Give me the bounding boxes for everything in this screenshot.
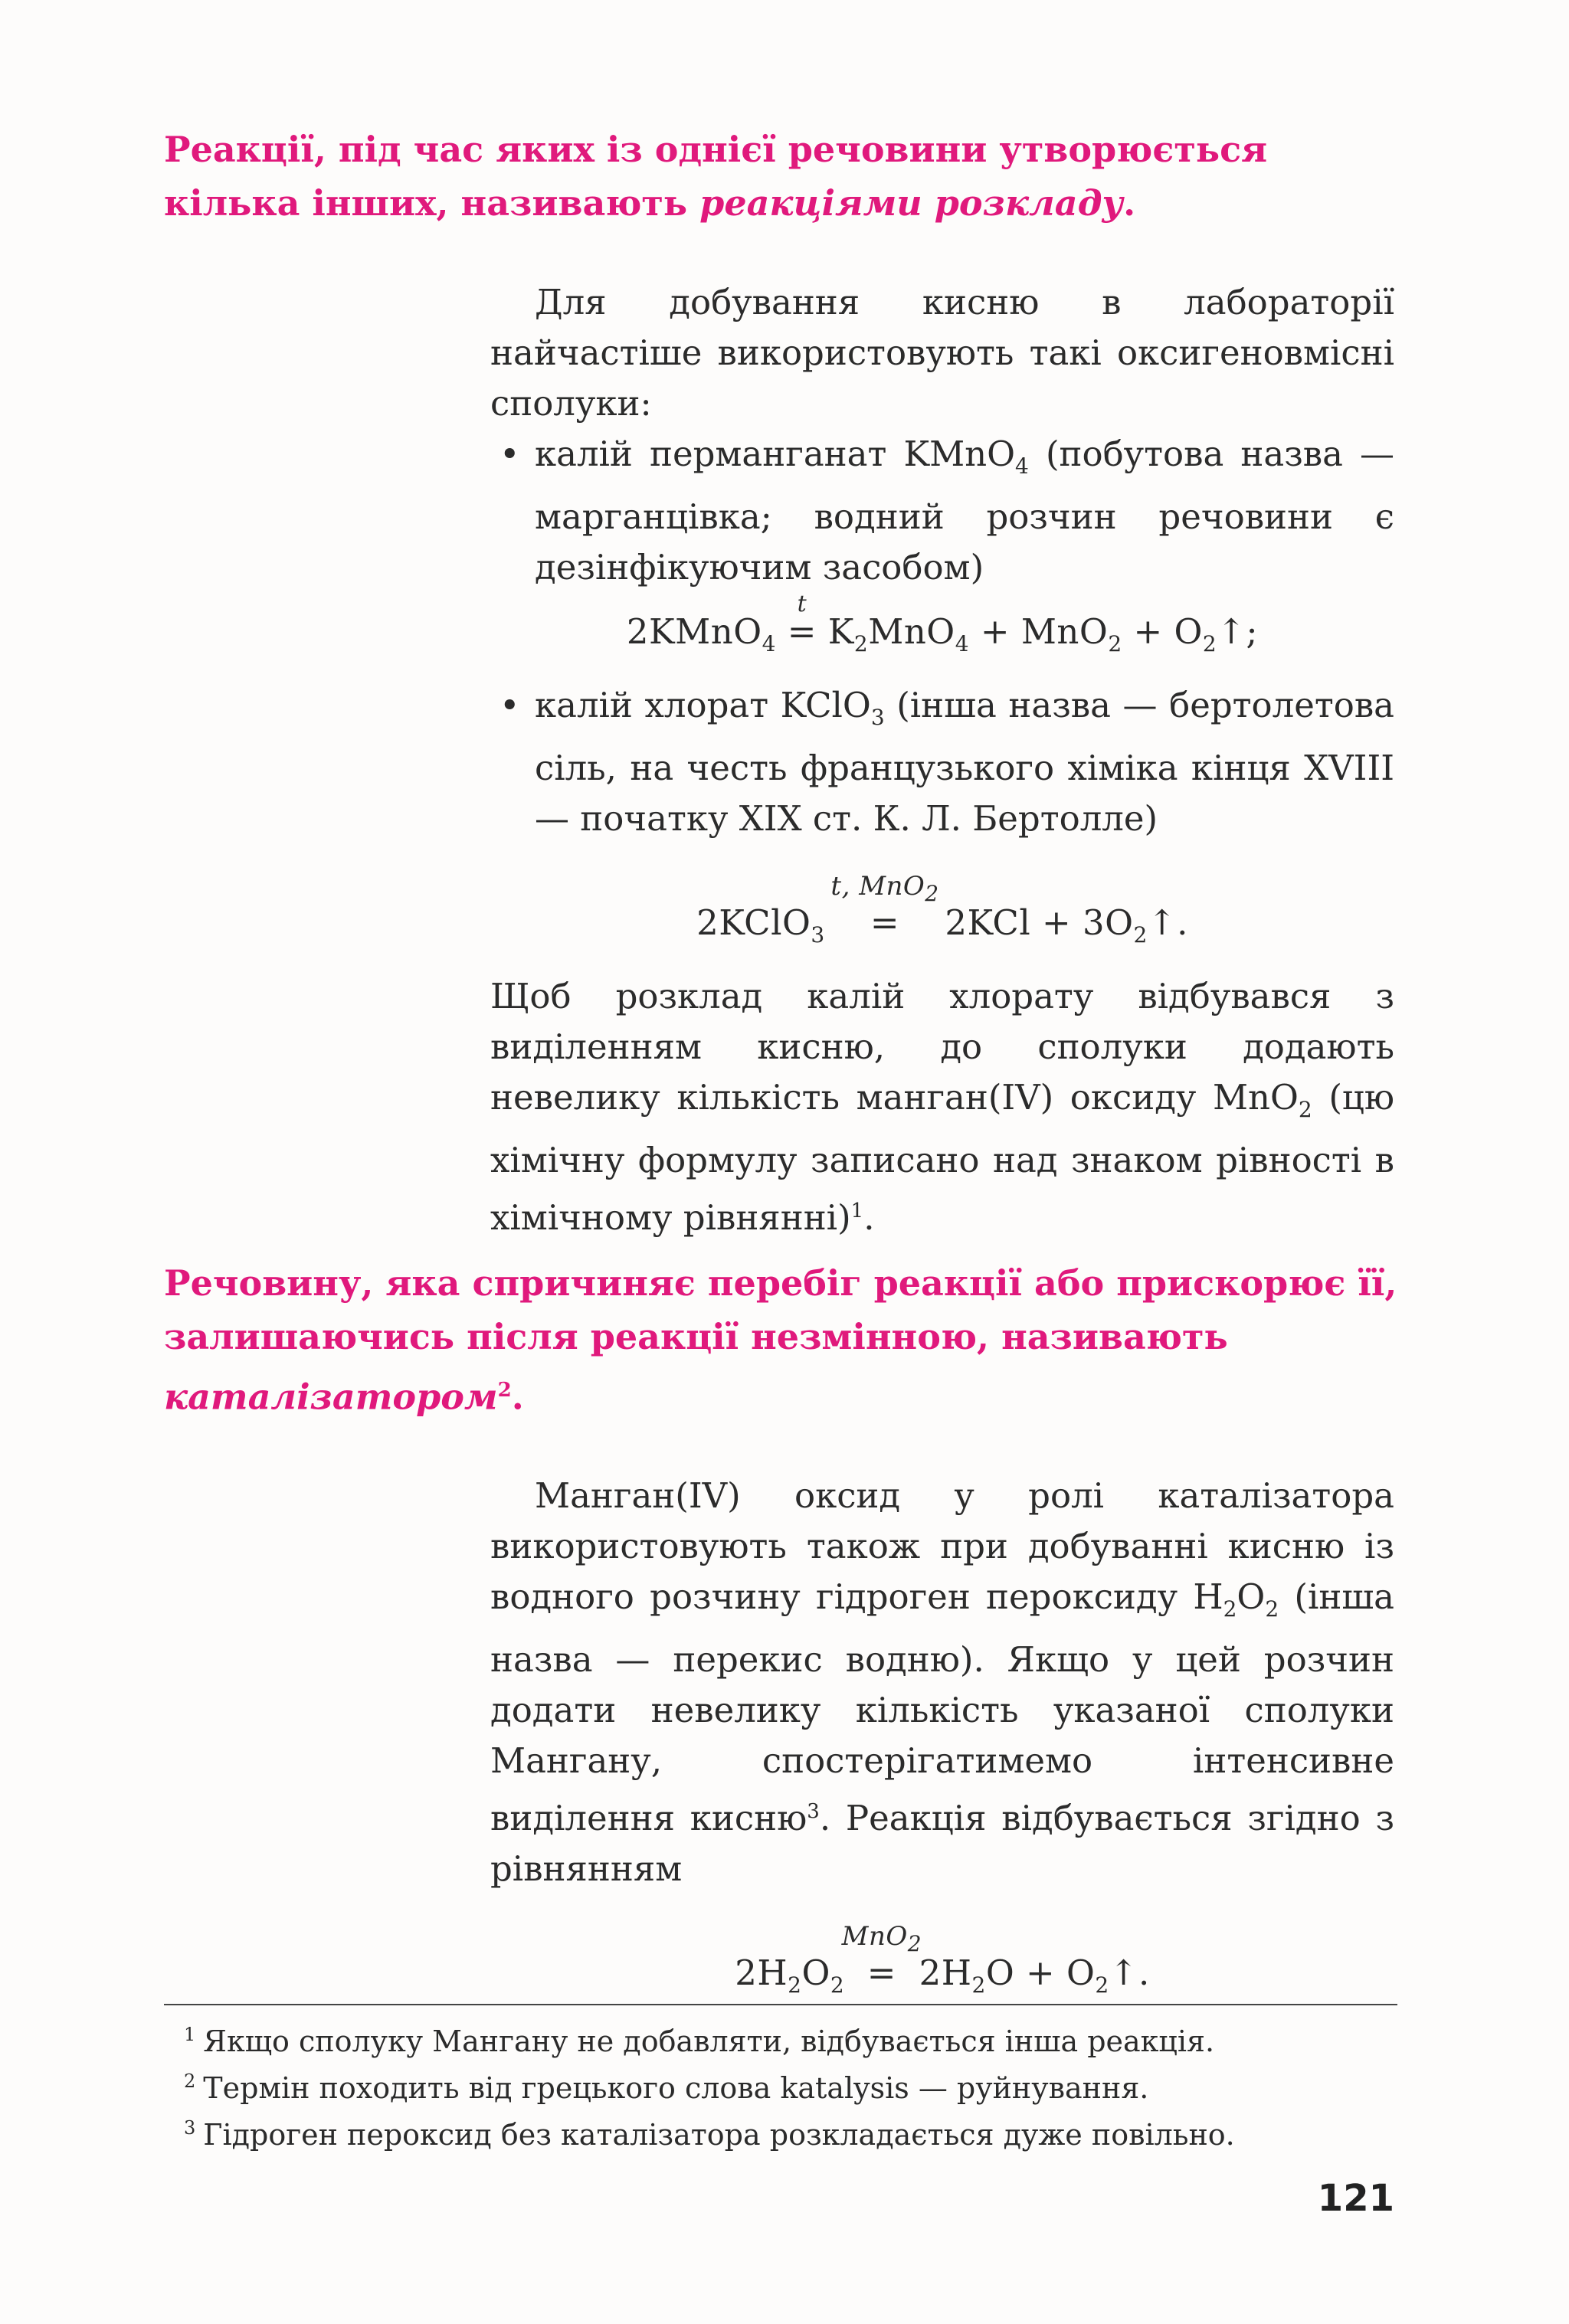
catalyst-label: MnO$_2$ bbox=[841, 1921, 922, 1956]
definition-catalyst: Речовину, яка спричиняє перебіг реакції або прискорює її, залишаючись після реакції незмінною, називають каталізатором$^2$. bbox=[164, 1262, 1397, 1418]
list-item-kclo3: • калій хлорат KClO$_3$ (інша назва — бертолетова сіль, на честь французького хіміка кінця XVIII — початку XIX ст. К. Л. Бертолле) bbox=[490, 680, 1394, 844]
peroxide-paragraph: Манган(IV) оксид у ролі каталізатора використовують також при добуванні кисню із водного розчину гідроген пероксиду $H_2O_2$ (інша назва — перекис водню). Якщо у цей розчин додати невелику кількість указаної сполуки Мангану, спостерігатимемо інтенсивне виділення кисню$^3$. Реакція відбувається згідно з рівнянням bbox=[490, 1475, 1394, 1889]
footnotes bbox=[184, 2015, 1410, 2155]
equation-kmno4: 2KMnO$_4$ t = $K_2MnO_4 + MnO_2$ + $O_2↑$; bbox=[490, 607, 1394, 669]
definition-decomposition: Реакції, під час яких із однієї речовини утворюється кілька інших, називають реакціями розкладу. bbox=[164, 129, 1268, 224]
footnote-2: $^2$ Термін походить від грецького слова katalysis — руйнування. bbox=[184, 2070, 1149, 2105]
equation-h2o2: $2H_2O_2$ MnO$_2$ = $2H_2O$ + $O_2↑$. bbox=[490, 1948, 1394, 2011]
condition-label: t bbox=[797, 591, 807, 617]
footnote-ref-3: 3 bbox=[807, 1800, 820, 1823]
footnote-ref-1: 1 bbox=[850, 1200, 864, 1223]
bullet-icon: • bbox=[500, 685, 520, 725]
catalyst-label: t, MnO$_2$ bbox=[830, 871, 939, 906]
equation-kclo3: 2KClO$_3$ t, MnO$_2$ = $2KCl + 3O_2↑$. bbox=[490, 898, 1394, 961]
footnote-1: $^1$ Якщо сполуку Мангану не добавляти, відбувається інша реакція. bbox=[184, 2024, 1215, 2058]
footnote-ref-2: 2 bbox=[497, 1379, 512, 1402]
term-catalyst: каталізатором bbox=[164, 1376, 498, 1418]
footnote-3: $^3$ Гідроген пероксид без каталізатора розкладається дуже повільно. bbox=[184, 2117, 1235, 2152]
catalyst-explanation: Щоб розклад калій хлорату відбувався з виділенням кисню, до сполуки додають невелику кількість манган(IV) оксиду MnO$_2$ (цю хімічну формулу записано над знаком рівності в хімічному рівнянні)$^1$. bbox=[490, 976, 1394, 1238]
page-number: 121 bbox=[1317, 2177, 1394, 2220]
lab-oxygen-section bbox=[490, 277, 1394, 1243]
bullet-icon: • bbox=[500, 434, 520, 474]
peroxide-section bbox=[490, 1471, 1394, 2021]
list-item-kmno4: • калій перманганат KMnO$_4$ (побутова назва — марганцівка; водний розчин речовини є дезінфікуючим засобом) bbox=[490, 429, 1394, 593]
term-decomposition: реакціями розкладу bbox=[699, 182, 1124, 224]
footnote-divider bbox=[164, 2004, 1397, 2005]
intro-paragraph: Для добування кисню в лабораторії найчастіше використовують такі оксигеновмісні сполуки: bbox=[490, 282, 1394, 424]
